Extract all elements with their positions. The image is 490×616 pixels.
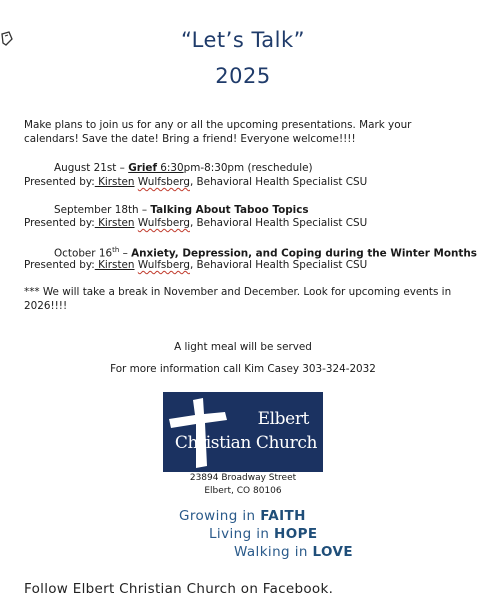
presenter-line: Presented by: Kirsten Wulfsberg, Behavioral Health Specialist CSU (24, 217, 368, 229)
church-logo (163, 392, 323, 472)
address-street: 23894 Broadway Street (189, 473, 297, 483)
motto-hope: Living in HOPE (209, 526, 318, 542)
logo-text-elbert: Elbert (257, 409, 309, 429)
break-note: *** We will take a break in November and December. Look for upcoming events in 2026!!!! (24, 286, 452, 312)
motto-love: Walking in LOVE (234, 544, 354, 560)
contact-info: For more information call Kim Casey 303-324-2032 (110, 363, 376, 375)
event-topic: Anxiety, Depression, and Coping during the Winter Months (131, 247, 477, 260)
event-august: August 21st – Grief 6:30pm-8:30pm (reschedule) (54, 162, 313, 174)
presenter-line: Presented by: Kirsten Wulfsberg, Behavioral Health Specialist CSU (24, 176, 368, 188)
address-city: Elbert, CO 80106 (204, 486, 282, 496)
intro-paragraph: Make plans to join us for any or all the upcoming presentations. Mark your calendars! Save the date! Bring a friend! Everyone welcome!!!! (24, 119, 412, 145)
event-topic: Talking About Taboo Topics (150, 204, 309, 216)
event-topic: Grief (128, 162, 157, 174)
presenter-line: Presented by: Kirsten Wulfsberg, Behavioral Health Specialist CSU (24, 259, 368, 271)
cross-icon (163, 392, 323, 472)
logo-text-church: Christian Church (174, 433, 317, 453)
event-october: October 16th – Anxiety, Depression, and Coping during the Winter Months (54, 246, 477, 260)
page-title: “Let’s Talk” (180, 28, 306, 52)
facebook-note: Follow Elbert Christian Church on Facebook. (24, 581, 334, 597)
page-year: 2025 (215, 64, 271, 88)
meal-note: A light meal will be served (174, 341, 312, 353)
event-september: September 18th – Talking About Taboo Topics (54, 204, 309, 216)
motto-faith: Growing in FAITH (179, 508, 306, 524)
